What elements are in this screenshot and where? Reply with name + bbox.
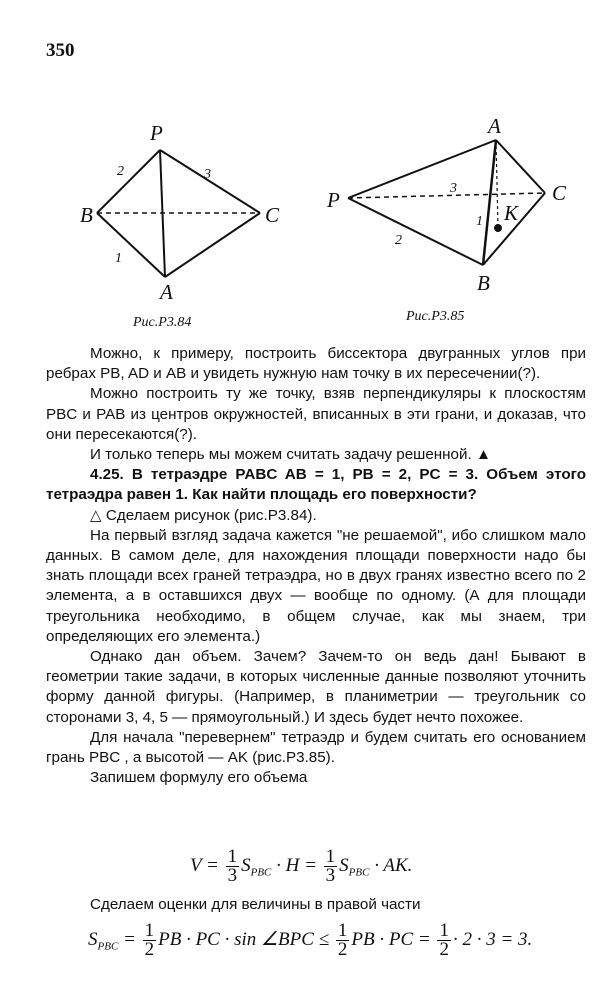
formula-part: PB · PC = bbox=[351, 928, 431, 950]
solution-start-mark: △ bbox=[90, 506, 102, 524]
edge-pb bbox=[348, 198, 483, 265]
caption-p3-84: Рис.Р3.84 bbox=[133, 315, 192, 330]
denominator: 2 bbox=[337, 939, 348, 960]
body-text bbox=[46, 344, 586, 788]
formula-part: · 2 · 3 = 3. bbox=[452, 928, 533, 950]
fraction bbox=[143, 922, 157, 959]
subscript: PBC bbox=[250, 866, 272, 879]
end-of-solution-mark: ▲ bbox=[475, 446, 491, 464]
subscript: PBC bbox=[348, 866, 370, 879]
edge-ca bbox=[165, 213, 260, 277]
edge-ba bbox=[97, 213, 165, 277]
paragraph-text: Сделаем рисунок (рис.Р3.84). bbox=[105, 506, 317, 524]
formula-part: · AK. bbox=[374, 854, 413, 876]
formula-part: V = bbox=[190, 854, 219, 876]
formula-area-estimate bbox=[88, 922, 532, 959]
edge-ac bbox=[496, 140, 545, 193]
paragraph: Однако дан объем. Зачем? Зачем-то он ведь дан! Бывают в геометрии такие задачи, в которых численные данные позволяют уточнить форму данной фигуры. (Например, в планиметрии — треугольник со сторонами 3, 4, 5 — прямоугольный.) И здесь будет нечто похожее. bbox=[46, 648, 586, 726]
vertex-K: K bbox=[504, 201, 519, 225]
formula-part: · H = bbox=[276, 854, 317, 876]
point-K bbox=[494, 224, 502, 232]
paragraph: Можно построить ту же точку, взяв перпендикуляры к плоскостям PBC и PAB из центров окружностей, вписанных в эти грани, и доказав, что они пересекаются(?). bbox=[46, 385, 586, 443]
vertex-B: B bbox=[477, 271, 490, 295]
vertex-P: P bbox=[327, 188, 340, 212]
figure-p3-84 bbox=[80, 121, 280, 330]
edge-label-ak: 1 bbox=[476, 214, 483, 229]
edge-label-pc: 3 bbox=[450, 181, 457, 196]
formula-part: S bbox=[88, 928, 98, 950]
edge-pa bbox=[348, 140, 496, 198]
vertex-A: A bbox=[488, 114, 501, 138]
edge-ab bbox=[483, 140, 496, 265]
paragraph: Для начала "перевернем" тетраэдр и будем считать его основанием грань PBC , а высотой — AK (рис.Р3.85). bbox=[46, 728, 586, 767]
subscript: PBC bbox=[97, 940, 119, 953]
formula-part: S bbox=[241, 854, 251, 876]
body-text-2 bbox=[46, 895, 586, 915]
paragraph: Сделаем оценки для величины в правой части bbox=[90, 896, 421, 913]
denominator: 2 bbox=[439, 939, 449, 960]
numerator: 1 bbox=[439, 920, 449, 941]
edge-pb bbox=[97, 150, 160, 213]
edge-label-pb: 2 bbox=[395, 233, 402, 248]
paragraph bbox=[46, 506, 586, 526]
fraction bbox=[336, 922, 350, 959]
paragraph: На первый взгляд задача кажется "не решаемой", ибо слишком мало данных. В самом деле, для нахождения площади поверхности надо бы знать площади всех граней тетраэдра, но в двух гранях известно всего по 2 элемента, а в оставшихся двух — вообще по одному. (А для площади треугольника необходимо, в общем случае, как мы знаем, три определяющих его элемента.) bbox=[46, 526, 586, 645]
fraction bbox=[437, 922, 451, 959]
vertex-A: A bbox=[160, 280, 173, 304]
vertex-B: B bbox=[80, 203, 93, 227]
numerator: 1 bbox=[325, 846, 336, 867]
paragraph bbox=[46, 445, 586, 465]
edge-label-pb: 2 bbox=[117, 164, 124, 179]
formula-volume bbox=[190, 848, 412, 885]
vertex-C: C bbox=[265, 203, 280, 227]
problem-statement: 4.25. В тетраэдре PABC AB = 1, PB = 2, PC = 3. Объем этого тетраэдра равен 1. Как найти площадь его поверхности? bbox=[46, 466, 586, 504]
caption-p3-85: Рис.Р3.85 bbox=[406, 309, 465, 324]
vertex-P: P bbox=[150, 121, 163, 145]
paragraph: Запишем формулу его объема bbox=[90, 769, 308, 787]
formula-part: = bbox=[123, 928, 136, 950]
figure-p3-85 bbox=[326, 114, 567, 324]
fraction bbox=[226, 848, 240, 885]
formula-part: S bbox=[339, 854, 349, 876]
edge-label-pc: 3 bbox=[204, 167, 211, 182]
numerator: 1 bbox=[227, 846, 238, 867]
figures bbox=[0, 0, 602, 340]
vertex-C: C bbox=[552, 181, 567, 205]
denominator: 3 bbox=[325, 865, 336, 886]
numerator: 1 bbox=[144, 920, 155, 941]
denominator: 3 bbox=[227, 865, 238, 886]
paragraph-text: И только теперь мы можем считать задачу решенной. bbox=[90, 446, 472, 464]
formula-part: PB · PC · sin ∠BPC ≤ bbox=[158, 928, 330, 950]
numerator: 1 bbox=[337, 920, 348, 941]
edge-label-ab: 1 bbox=[115, 251, 122, 266]
paragraph: Можно, к примеру, построить биссектора двугранных углов при ребрах PB, AD и AB и увидеть нужную нам точку в их пересечении(?). bbox=[46, 345, 586, 383]
page-number: 350 bbox=[46, 40, 75, 61]
denominator: 2 bbox=[144, 939, 155, 960]
height-ak-hidden bbox=[496, 140, 498, 228]
edge-pc-hidden bbox=[348, 193, 545, 198]
fraction bbox=[324, 848, 338, 885]
